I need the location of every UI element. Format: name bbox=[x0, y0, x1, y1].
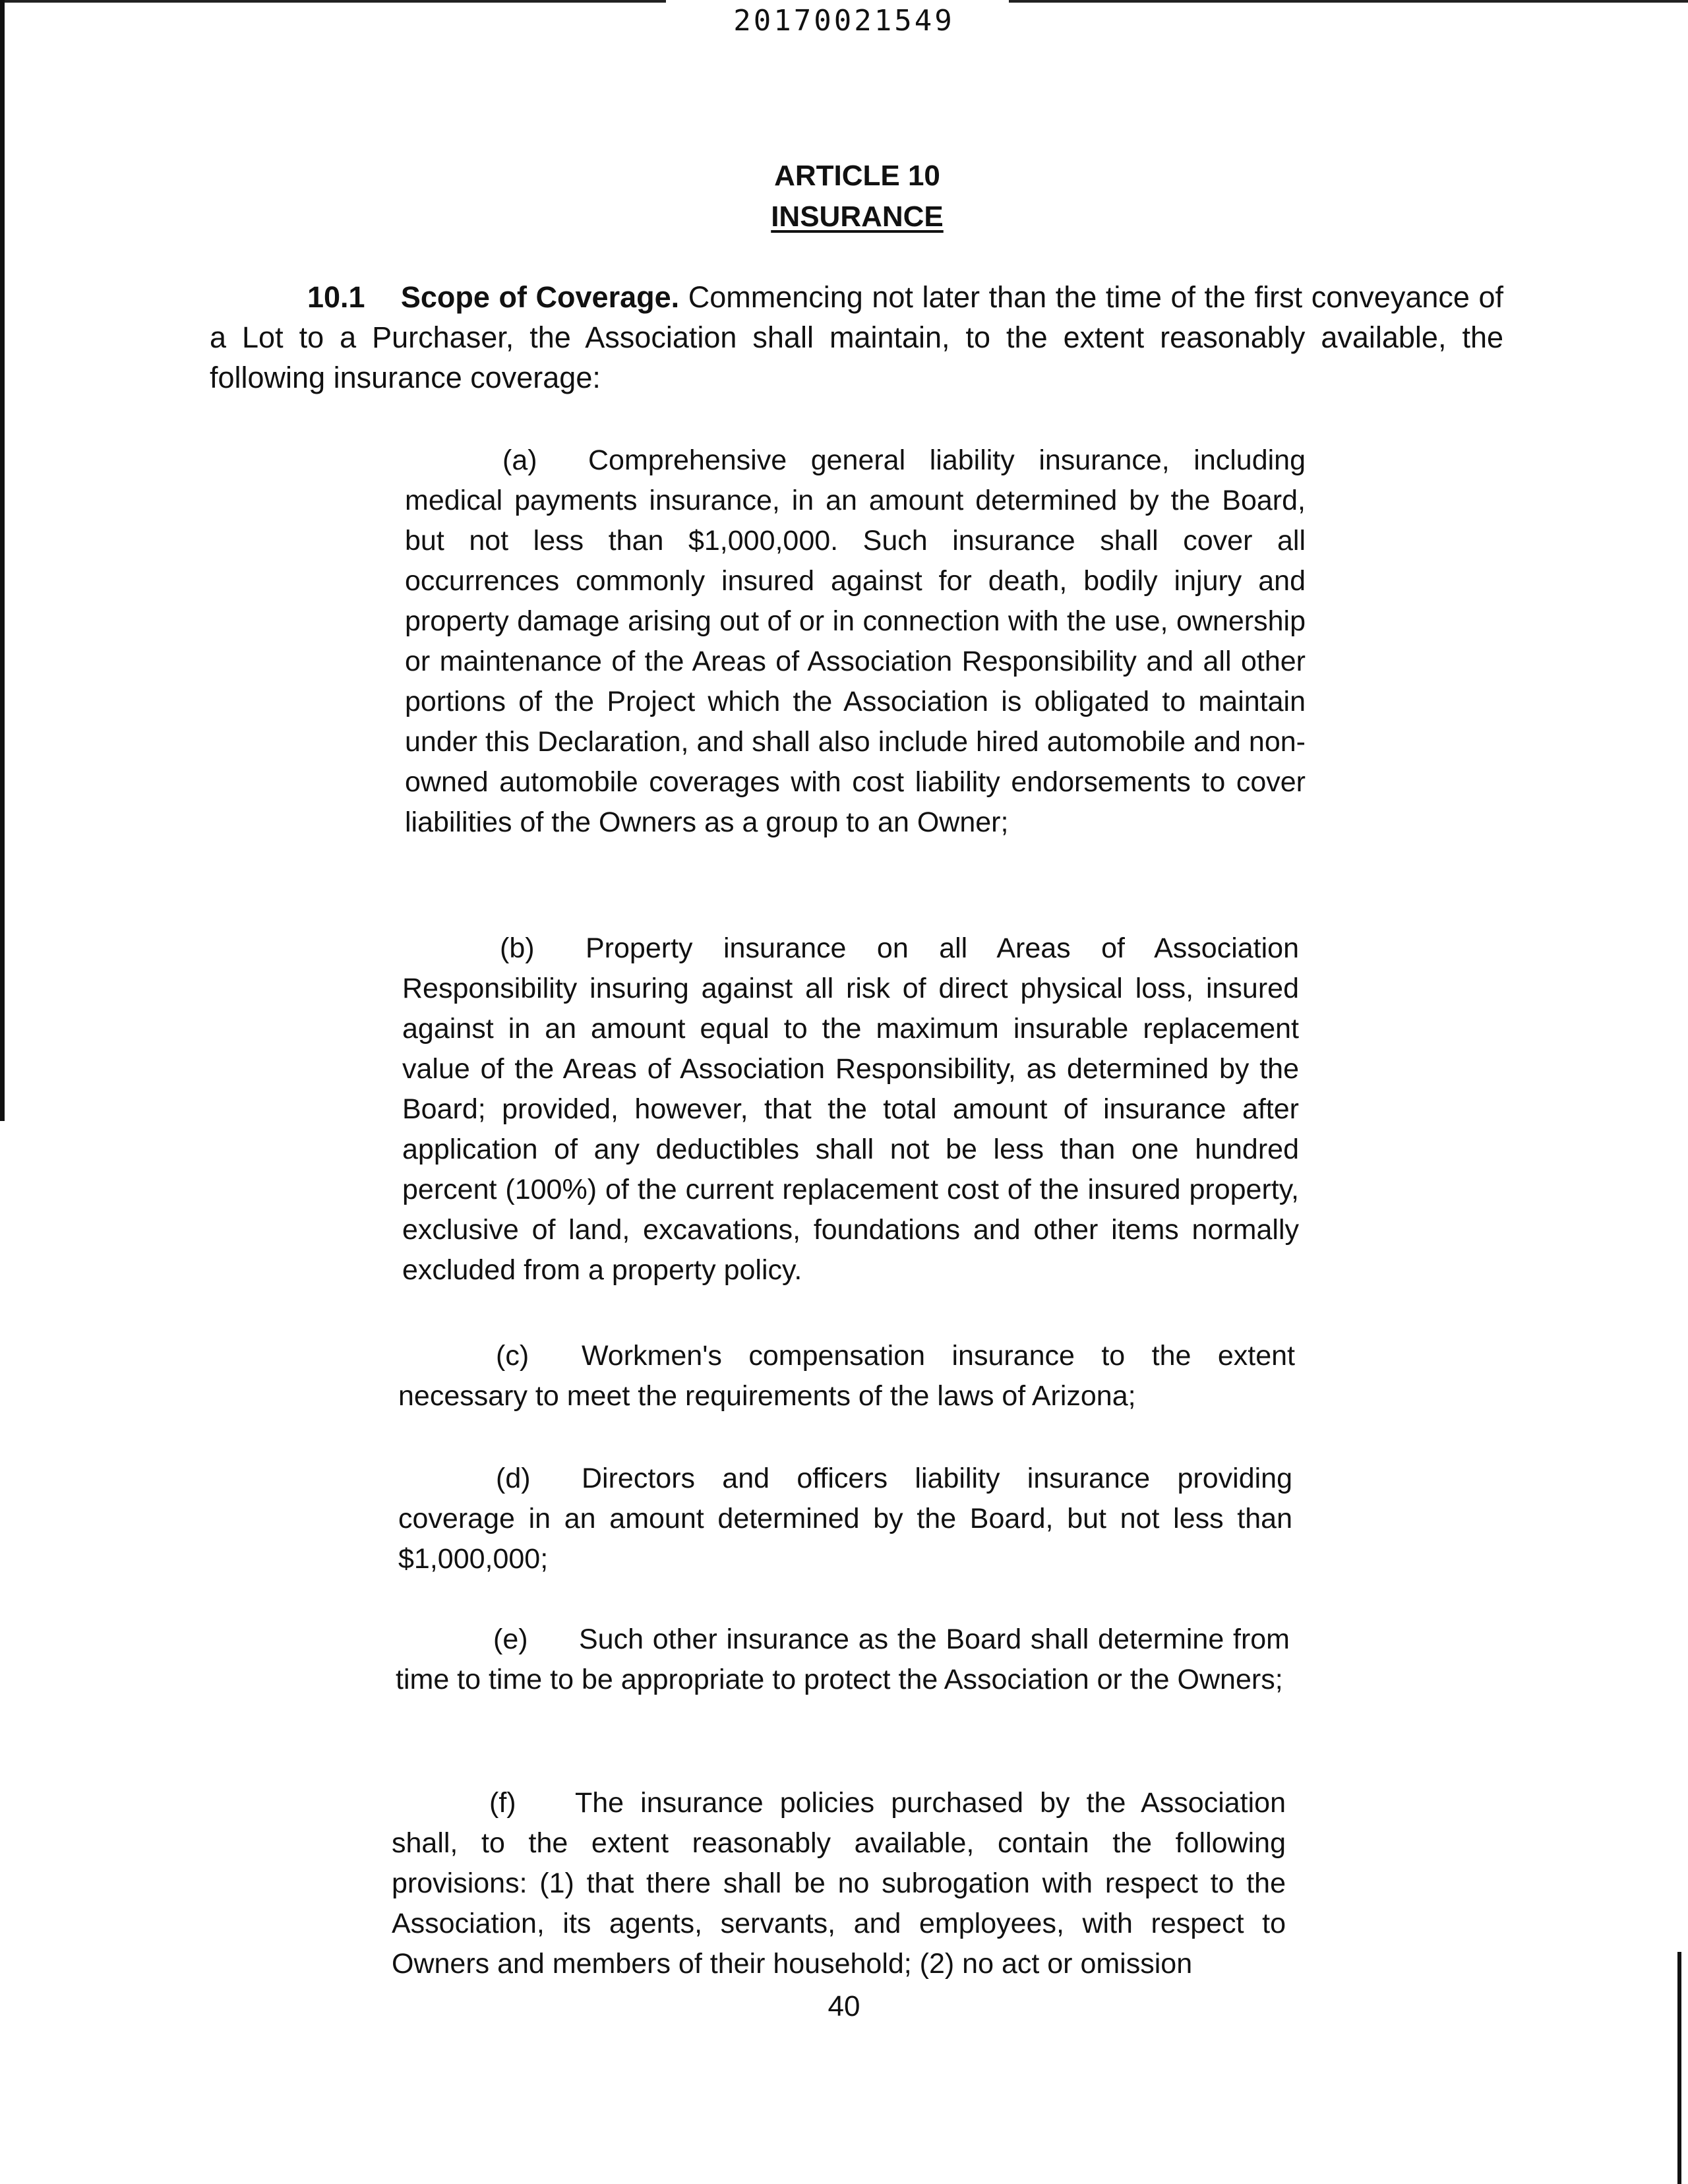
article-heading bbox=[0, 156, 1688, 237]
scan-border-right bbox=[1677, 1952, 1681, 2184]
item-label: (e) bbox=[493, 1623, 528, 1655]
article-subtitle: INSURANCE bbox=[771, 200, 944, 233]
item-text: Property insurance on all Areas of Association Responsibility insuring against all risk of direct physical loss, insured against in an amount equal to the maximum insurable replacement value of the Areas of Association Responsibility, as determined by the Board; provided, however, that the total amount of insurance after application of any deductibles shall not be less than one hundred percent (100%) of the current replacement cost of the insured property, exclusive of land, excavations, foundations and other items normally excluded from a property policy. bbox=[402, 932, 1299, 1286]
item-label: (a) bbox=[502, 444, 537, 476]
list-item bbox=[398, 1459, 1292, 1579]
item-label: (f) bbox=[489, 1787, 516, 1819]
list-item bbox=[392, 1783, 1286, 1984]
article-title: ARTICLE 10 bbox=[774, 160, 940, 192]
scan-border-top-right bbox=[1009, 0, 1688, 3]
page-number: 40 bbox=[828, 1990, 860, 2022]
item-text: Directors and officers liability insurance providing coverage in an amount determined by the Board, but not less than $1,000,000; bbox=[398, 1463, 1292, 1575]
section-text: Commencing not later than the time of the first conveyance of a Lot to a Purchaser, the Association shall maintain, to the extent reasonably available, the following insurance coverage: bbox=[210, 280, 1503, 394]
item-label: (c) bbox=[496, 1340, 529, 1372]
item-label: (d) bbox=[496, 1463, 531, 1494]
list-item bbox=[402, 928, 1299, 1290]
section-heading: Scope of Coverage. bbox=[400, 280, 680, 314]
section-10-1-paragraph bbox=[210, 277, 1503, 398]
item-text: Comprehensive general liability insurance, including medical payments insurance, in an amount determined by the Board, but not less than $1,000,000. Such insurance shall cover all occurrences commonly insured against for death, bodily injury and property damage arising out of or in connection with the use, ownership or maintenance of the Areas of Association Responsibility and all other portions of the Project which the Association is obligated to maintain under this Declaration, and shall also include hired automobile and non-owned automobile coverages with cost liability endorsements to cover liabilities of the Owners as a group to an Owner; bbox=[405, 444, 1306, 838]
item-text: Such other insurance as the Board shall determine from time to time to be appropriate to protect the Association or the Owners; bbox=[396, 1623, 1290, 1695]
list-item bbox=[405, 440, 1306, 843]
scan-border-top-left bbox=[0, 0, 666, 3]
item-text: Workmen's compensation insurance to the extent necessary to meet the requirements of the laws of Arizona; bbox=[398, 1340, 1295, 1412]
item-text: The insurance policies purchased by the Association shall, to the extent reasonably available, contain the following provisions: (1) that there shall be no subrogation with respect to the Association, its agents, servants, and employees, with respect to Owners and members of their household; (2) no act or omission bbox=[392, 1787, 1286, 1980]
item-label: (b) bbox=[500, 932, 535, 964]
recording-number: 20170021549 bbox=[733, 4, 955, 38]
section-number: 10.1 bbox=[307, 280, 365, 314]
list-item bbox=[396, 1620, 1290, 1700]
list-item bbox=[398, 1336, 1295, 1416]
